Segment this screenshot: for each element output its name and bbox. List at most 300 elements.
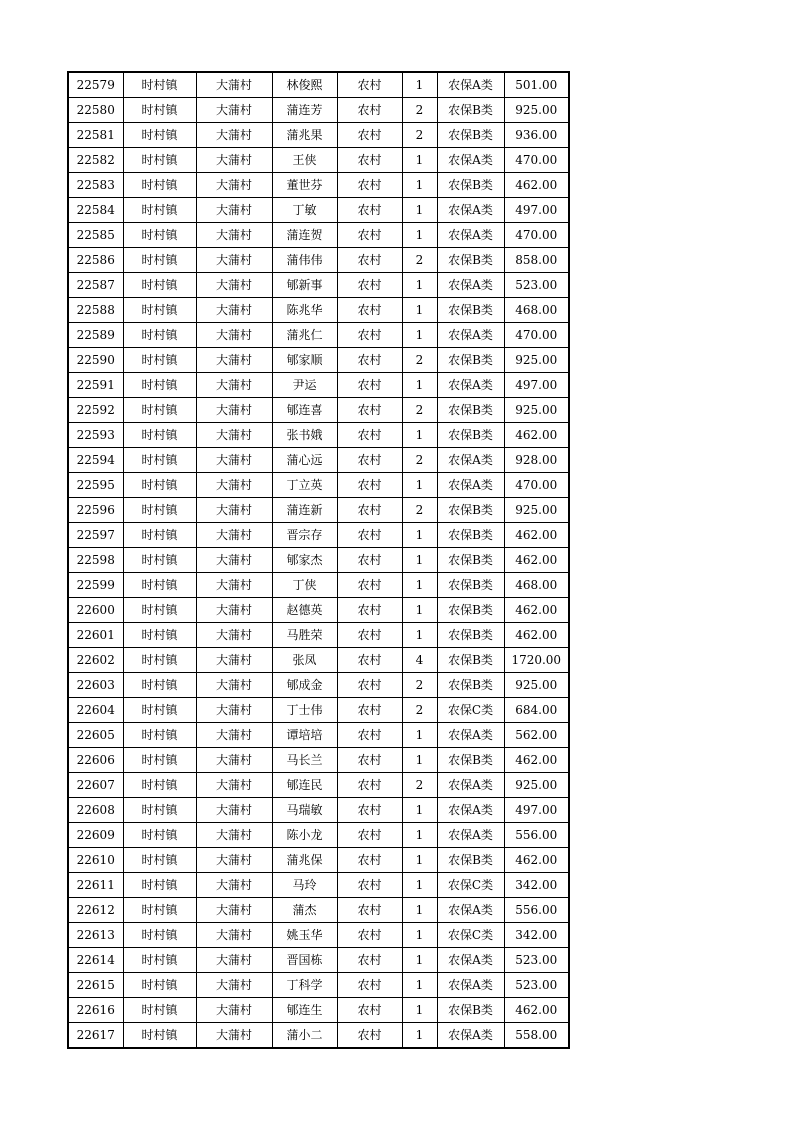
household-count-cell: 1: [402, 298, 437, 323]
name-cell: 晋宗存: [272, 523, 337, 548]
name-cell: 郇连生: [272, 998, 337, 1023]
insurance-category-cell: 农保A类: [437, 798, 504, 823]
table-row: [68, 323, 569, 348]
table-row: [68, 298, 569, 323]
name-cell: 蒲兆保: [272, 848, 337, 873]
area-type-cell: 农村: [337, 923, 402, 948]
table-body: [68, 72, 569, 1048]
record-id-cell: 22605: [68, 723, 123, 748]
town-cell: 时村镇: [123, 98, 196, 123]
record-id-cell: 22603: [68, 673, 123, 698]
insurance-category-cell: 农保C类: [437, 873, 504, 898]
village-cell: 大蒲村: [196, 473, 272, 498]
household-count-cell: 2: [402, 123, 437, 148]
record-id-cell: 22607: [68, 773, 123, 798]
name-cell: 蒲兆仁: [272, 323, 337, 348]
household-count-cell: 4: [402, 648, 437, 673]
table-row: [68, 498, 569, 523]
record-id-cell: 22608: [68, 798, 123, 823]
town-cell: 时村镇: [123, 623, 196, 648]
table-row: [68, 848, 569, 873]
table-row: [68, 573, 569, 598]
insurance-category-cell: 农保B类: [437, 523, 504, 548]
table-row: [68, 623, 569, 648]
name-cell: 丁侠: [272, 573, 337, 598]
record-id-cell: 22617: [68, 1023, 123, 1049]
name-cell: 董世芬: [272, 173, 337, 198]
town-cell: 时村镇: [123, 373, 196, 398]
amount-cell: 342.00: [504, 873, 569, 898]
table-row: [68, 173, 569, 198]
area-type-cell: 农村: [337, 198, 402, 223]
village-cell: 大蒲村: [196, 248, 272, 273]
record-id-cell: 22599: [68, 573, 123, 598]
town-cell: 时村镇: [123, 72, 196, 98]
area-type-cell: 农村: [337, 423, 402, 448]
amount-cell: 928.00: [504, 448, 569, 473]
village-cell: 大蒲村: [196, 998, 272, 1023]
name-cell: 马玲: [272, 873, 337, 898]
area-type-cell: 农村: [337, 623, 402, 648]
record-id-cell: 22589: [68, 323, 123, 348]
amount-cell: 462.00: [504, 523, 569, 548]
name-cell: 马胜荣: [272, 623, 337, 648]
household-count-cell: 2: [402, 773, 437, 798]
name-cell: 晋国栋: [272, 948, 337, 973]
table-row: [68, 448, 569, 473]
village-cell: 大蒲村: [196, 823, 272, 848]
insurance-category-cell: 农保C类: [437, 923, 504, 948]
table-row: [68, 148, 569, 173]
household-count-cell: 1: [402, 373, 437, 398]
village-cell: 大蒲村: [196, 798, 272, 823]
village-cell: 大蒲村: [196, 148, 272, 173]
table-row: [68, 948, 569, 973]
name-cell: 谭培培: [272, 723, 337, 748]
insurance-category-cell: 农保A类: [437, 473, 504, 498]
town-cell: 时村镇: [123, 273, 196, 298]
name-cell: 林俊熙: [272, 72, 337, 98]
village-cell: 大蒲村: [196, 748, 272, 773]
table-row: [68, 72, 569, 98]
name-cell: 陈兆华: [272, 298, 337, 323]
town-cell: 时村镇: [123, 398, 196, 423]
name-cell: 郇家杰: [272, 548, 337, 573]
record-id-cell: 22585: [68, 223, 123, 248]
table-row: [68, 973, 569, 998]
name-cell: 张书娥: [272, 423, 337, 448]
record-id-cell: 22615: [68, 973, 123, 998]
amount-cell: 925.00: [504, 673, 569, 698]
table-row: [68, 798, 569, 823]
area-type-cell: 农村: [337, 373, 402, 398]
record-id-cell: 22590: [68, 348, 123, 373]
town-cell: 时村镇: [123, 948, 196, 973]
table-row: [68, 898, 569, 923]
household-count-cell: 1: [402, 523, 437, 548]
area-type-cell: 农村: [337, 798, 402, 823]
insurance-category-cell: 农保B类: [437, 998, 504, 1023]
village-cell: 大蒲村: [196, 423, 272, 448]
table-row: [68, 223, 569, 248]
village-cell: 大蒲村: [196, 923, 272, 948]
insurance-category-cell: 农保A类: [437, 448, 504, 473]
village-cell: 大蒲村: [196, 573, 272, 598]
record-id-cell: 22596: [68, 498, 123, 523]
household-count-cell: 2: [402, 498, 437, 523]
town-cell: 时村镇: [123, 223, 196, 248]
area-type-cell: 农村: [337, 248, 402, 273]
table-row: [68, 373, 569, 398]
name-cell: 蒲连芳: [272, 98, 337, 123]
insurance-category-cell: 农保A类: [437, 323, 504, 348]
village-cell: 大蒲村: [196, 373, 272, 398]
amount-cell: 462.00: [504, 598, 569, 623]
town-cell: 时村镇: [123, 548, 196, 573]
name-cell: 丁立英: [272, 473, 337, 498]
area-type-cell: 农村: [337, 173, 402, 198]
household-count-cell: 1: [402, 198, 437, 223]
insurance-category-cell: 农保B类: [437, 498, 504, 523]
area-type-cell: 农村: [337, 873, 402, 898]
area-type-cell: 农村: [337, 473, 402, 498]
amount-cell: 925.00: [504, 773, 569, 798]
village-cell: 大蒲村: [196, 123, 272, 148]
insurance-category-cell: 农保C类: [437, 698, 504, 723]
insurance-category-cell: 农保B类: [437, 648, 504, 673]
record-id-cell: 22600: [68, 598, 123, 623]
area-type-cell: 农村: [337, 948, 402, 973]
record-id-cell: 22588: [68, 298, 123, 323]
amount-cell: 936.00: [504, 123, 569, 148]
village-cell: 大蒲村: [196, 72, 272, 98]
records-table: [67, 71, 570, 1049]
village-cell: 大蒲村: [196, 873, 272, 898]
household-count-cell: 1: [402, 148, 437, 173]
town-cell: 时村镇: [123, 323, 196, 348]
town-cell: 时村镇: [123, 598, 196, 623]
area-type-cell: 农村: [337, 498, 402, 523]
area-type-cell: 农村: [337, 823, 402, 848]
record-id-cell: 22583: [68, 173, 123, 198]
record-id-cell: 22610: [68, 848, 123, 873]
name-cell: 马瑞敏: [272, 798, 337, 823]
village-cell: 大蒲村: [196, 623, 272, 648]
village-cell: 大蒲村: [196, 898, 272, 923]
insurance-category-cell: 农保B类: [437, 123, 504, 148]
household-count-cell: 2: [402, 698, 437, 723]
area-type-cell: 农村: [337, 448, 402, 473]
record-id-cell: 22592: [68, 398, 123, 423]
table-row: [68, 248, 569, 273]
household-count-cell: 1: [402, 823, 437, 848]
insurance-category-cell: 农保B类: [437, 248, 504, 273]
record-id-cell: 22586: [68, 248, 123, 273]
town-cell: 时村镇: [123, 898, 196, 923]
amount-cell: 497.00: [504, 798, 569, 823]
insurance-category-cell: 农保A类: [437, 723, 504, 748]
name-cell: 郇成金: [272, 673, 337, 698]
amount-cell: 556.00: [504, 823, 569, 848]
insurance-category-cell: 农保B类: [437, 623, 504, 648]
town-cell: 时村镇: [123, 998, 196, 1023]
record-id-cell: 22606: [68, 748, 123, 773]
town-cell: 时村镇: [123, 773, 196, 798]
area-type-cell: 农村: [337, 773, 402, 798]
area-type-cell: 农村: [337, 398, 402, 423]
table-row: [68, 998, 569, 1023]
area-type-cell: 农村: [337, 998, 402, 1023]
village-cell: 大蒲村: [196, 523, 272, 548]
insurance-category-cell: 农保B类: [437, 423, 504, 448]
household-count-cell: 1: [402, 998, 437, 1023]
household-count-cell: 1: [402, 273, 437, 298]
amount-cell: 470.00: [504, 148, 569, 173]
record-id-cell: 22611: [68, 873, 123, 898]
village-cell: 大蒲村: [196, 348, 272, 373]
area-type-cell: 农村: [337, 848, 402, 873]
town-cell: 时村镇: [123, 573, 196, 598]
name-cell: 王侠: [272, 148, 337, 173]
table-row: [68, 98, 569, 123]
area-type-cell: 农村: [337, 523, 402, 548]
table-row: [68, 523, 569, 548]
village-cell: 大蒲村: [196, 398, 272, 423]
town-cell: 时村镇: [123, 298, 196, 323]
village-cell: 大蒲村: [196, 448, 272, 473]
household-count-cell: 1: [402, 623, 437, 648]
village-cell: 大蒲村: [196, 298, 272, 323]
name-cell: 蒲连贺: [272, 223, 337, 248]
household-count-cell: 2: [402, 98, 437, 123]
amount-cell: 462.00: [504, 423, 569, 448]
record-id-cell: 22614: [68, 948, 123, 973]
amount-cell: 925.00: [504, 398, 569, 423]
household-count-cell: 1: [402, 598, 437, 623]
town-cell: 时村镇: [123, 873, 196, 898]
village-cell: 大蒲村: [196, 198, 272, 223]
household-count-cell: 2: [402, 348, 437, 373]
amount-cell: 925.00: [504, 348, 569, 373]
household-count-cell: 2: [402, 398, 437, 423]
area-type-cell: 农村: [337, 648, 402, 673]
insurance-category-cell: 农保B类: [437, 848, 504, 873]
insurance-category-cell: 农保A类: [437, 373, 504, 398]
village-cell: 大蒲村: [196, 173, 272, 198]
household-count-cell: 1: [402, 948, 437, 973]
amount-cell: 470.00: [504, 473, 569, 498]
record-id-cell: 22581: [68, 123, 123, 148]
household-count-cell: 1: [402, 723, 437, 748]
table-row: [68, 423, 569, 448]
record-id-cell: 22612: [68, 898, 123, 923]
amount-cell: 562.00: [504, 723, 569, 748]
amount-cell: 470.00: [504, 323, 569, 348]
insurance-category-cell: 农保A类: [437, 223, 504, 248]
insurance-category-cell: 农保A类: [437, 948, 504, 973]
village-cell: 大蒲村: [196, 598, 272, 623]
town-cell: 时村镇: [123, 148, 196, 173]
table-row: [68, 598, 569, 623]
table-row: [68, 348, 569, 373]
town-cell: 时村镇: [123, 498, 196, 523]
name-cell: 张凤: [272, 648, 337, 673]
amount-cell: 523.00: [504, 973, 569, 998]
table-row: [68, 923, 569, 948]
table-row: [68, 198, 569, 223]
village-cell: 大蒲村: [196, 698, 272, 723]
area-type-cell: 农村: [337, 548, 402, 573]
record-id-cell: 22598: [68, 548, 123, 573]
record-id-cell: 22591: [68, 373, 123, 398]
town-cell: 时村镇: [123, 723, 196, 748]
insurance-category-cell: 农保A类: [437, 773, 504, 798]
name-cell: 蒲小二: [272, 1023, 337, 1049]
village-cell: 大蒲村: [196, 1023, 272, 1049]
record-id-cell: 22609: [68, 823, 123, 848]
area-type-cell: 农村: [337, 698, 402, 723]
amount-cell: 501.00: [504, 72, 569, 98]
amount-cell: 497.00: [504, 373, 569, 398]
record-id-cell: 22613: [68, 923, 123, 948]
town-cell: 时村镇: [123, 698, 196, 723]
town-cell: 时村镇: [123, 123, 196, 148]
household-count-cell: 1: [402, 898, 437, 923]
household-count-cell: 2: [402, 673, 437, 698]
town-cell: 时村镇: [123, 748, 196, 773]
table-row: [68, 123, 569, 148]
area-type-cell: 农村: [337, 748, 402, 773]
town-cell: 时村镇: [123, 198, 196, 223]
record-id-cell: 22594: [68, 448, 123, 473]
household-count-cell: 1: [402, 323, 437, 348]
table-row: [68, 473, 569, 498]
insurance-category-cell: 农保B类: [437, 598, 504, 623]
name-cell: 赵德英: [272, 598, 337, 623]
village-cell: 大蒲村: [196, 773, 272, 798]
amount-cell: 462.00: [504, 623, 569, 648]
village-cell: 大蒲村: [196, 223, 272, 248]
area-type-cell: 农村: [337, 1023, 402, 1049]
name-cell: 姚玉华: [272, 923, 337, 948]
village-cell: 大蒲村: [196, 323, 272, 348]
insurance-category-cell: 农保B类: [437, 748, 504, 773]
area-type-cell: 农村: [337, 72, 402, 98]
amount-cell: 462.00: [504, 548, 569, 573]
insurance-category-cell: 农保A类: [437, 1023, 504, 1049]
table-row: [68, 723, 569, 748]
insurance-category-cell: 农保B类: [437, 348, 504, 373]
name-cell: 蒲连新: [272, 498, 337, 523]
town-cell: 时村镇: [123, 1023, 196, 1049]
village-cell: 大蒲村: [196, 498, 272, 523]
town-cell: 时村镇: [123, 173, 196, 198]
amount-cell: 523.00: [504, 273, 569, 298]
household-count-cell: 1: [402, 173, 437, 198]
record-id-cell: 22584: [68, 198, 123, 223]
insurance-category-cell: 农保A类: [437, 898, 504, 923]
amount-cell: 497.00: [504, 198, 569, 223]
table-row: [68, 773, 569, 798]
household-count-cell: 1: [402, 923, 437, 948]
town-cell: 时村镇: [123, 848, 196, 873]
name-cell: 丁科学: [272, 973, 337, 998]
amount-cell: 470.00: [504, 223, 569, 248]
table-row: [68, 548, 569, 573]
record-id-cell: 22582: [68, 148, 123, 173]
amount-cell: 684.00: [504, 698, 569, 723]
name-cell: 郇家顺: [272, 348, 337, 373]
insurance-category-cell: 农保A类: [437, 273, 504, 298]
village-cell: 大蒲村: [196, 848, 272, 873]
village-cell: 大蒲村: [196, 98, 272, 123]
household-count-cell: 1: [402, 873, 437, 898]
town-cell: 时村镇: [123, 673, 196, 698]
record-id-cell: 22602: [68, 648, 123, 673]
household-count-cell: 1: [402, 973, 437, 998]
village-cell: 大蒲村: [196, 973, 272, 998]
area-type-cell: 农村: [337, 573, 402, 598]
name-cell: 陈小龙: [272, 823, 337, 848]
table-row: [68, 1023, 569, 1049]
insurance-category-cell: 农保B类: [437, 98, 504, 123]
amount-cell: 468.00: [504, 298, 569, 323]
town-cell: 时村镇: [123, 248, 196, 273]
name-cell: 郇连喜: [272, 398, 337, 423]
area-type-cell: 农村: [337, 123, 402, 148]
table-row: [68, 273, 569, 298]
household-count-cell: 1: [402, 573, 437, 598]
name-cell: 丁士伟: [272, 698, 337, 723]
amount-cell: 342.00: [504, 923, 569, 948]
village-cell: 大蒲村: [196, 673, 272, 698]
village-cell: 大蒲村: [196, 273, 272, 298]
amount-cell: 556.00: [504, 898, 569, 923]
amount-cell: 462.00: [504, 748, 569, 773]
insurance-category-cell: 农保B类: [437, 673, 504, 698]
insurance-category-cell: 农保A类: [437, 973, 504, 998]
area-type-cell: 农村: [337, 148, 402, 173]
area-type-cell: 农村: [337, 973, 402, 998]
household-count-cell: 1: [402, 223, 437, 248]
area-type-cell: 农村: [337, 323, 402, 348]
record-id-cell: 22587: [68, 273, 123, 298]
table-row: [68, 398, 569, 423]
village-cell: 大蒲村: [196, 648, 272, 673]
village-cell: 大蒲村: [196, 948, 272, 973]
name-cell: 蒲杰: [272, 898, 337, 923]
amount-cell: 1720.00: [504, 648, 569, 673]
name-cell: 尹运: [272, 373, 337, 398]
insurance-category-cell: 农保B类: [437, 548, 504, 573]
town-cell: 时村镇: [123, 798, 196, 823]
insurance-category-cell: 农保B类: [437, 573, 504, 598]
town-cell: 时村镇: [123, 523, 196, 548]
household-count-cell: 1: [402, 473, 437, 498]
insurance-category-cell: 农保B类: [437, 398, 504, 423]
village-cell: 大蒲村: [196, 548, 272, 573]
table-row: [68, 823, 569, 848]
amount-cell: 523.00: [504, 948, 569, 973]
household-count-cell: 1: [402, 748, 437, 773]
record-id-cell: 22601: [68, 623, 123, 648]
town-cell: 时村镇: [123, 348, 196, 373]
household-count-cell: 1: [402, 848, 437, 873]
record-id-cell: 22616: [68, 998, 123, 1023]
insurance-category-cell: 农保A类: [437, 148, 504, 173]
insurance-category-cell: 农保A类: [437, 72, 504, 98]
amount-cell: 462.00: [504, 848, 569, 873]
